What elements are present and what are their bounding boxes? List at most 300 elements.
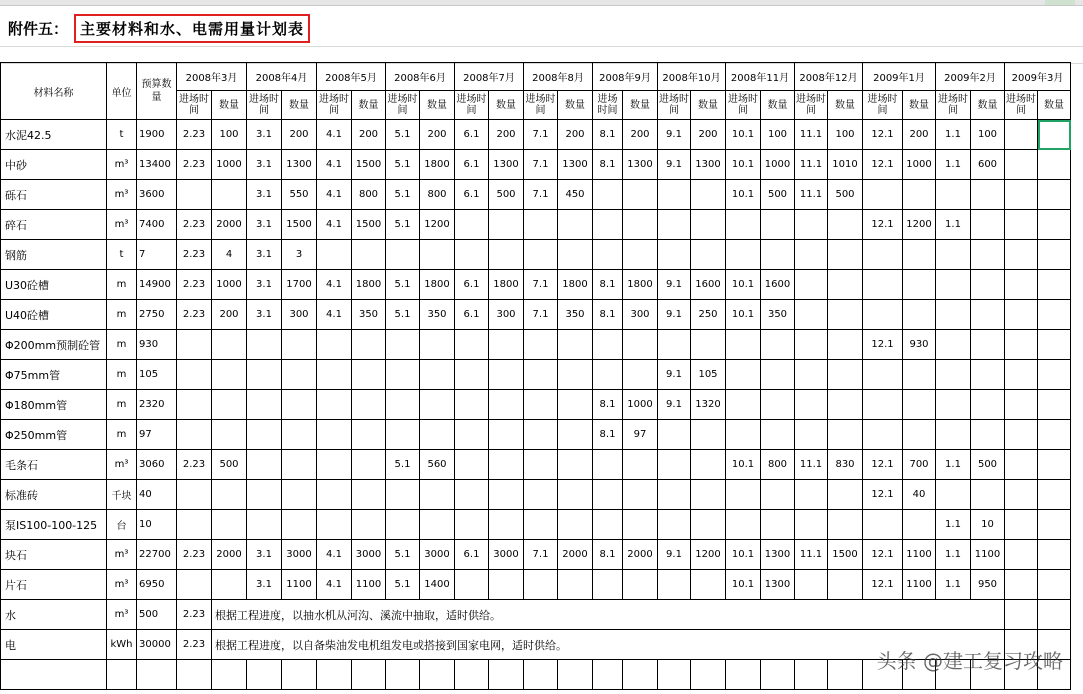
entry-time-cell[interactable] (177, 180, 212, 210)
entry-time-cell[interactable] (726, 360, 761, 390)
quantity-cell[interactable]: 1300 (691, 150, 726, 180)
entry-time-cell[interactable] (1005, 510, 1038, 540)
entry-time-cell[interactable]: 8.1 (593, 120, 623, 150)
quantity-cell[interactable]: 200 (420, 120, 455, 150)
entry-time-cell[interactable] (317, 420, 352, 450)
entry-time-cell[interactable] (247, 390, 282, 420)
quantity-cell[interactable] (761, 360, 795, 390)
entry-time-cell[interactable] (593, 480, 623, 510)
entry-time-cell[interactable]: 5.1 (386, 540, 420, 570)
entry-time-cell[interactable]: 10.1 (726, 150, 761, 180)
entry-time-cell[interactable] (524, 510, 558, 540)
quantity-cell[interactable] (761, 240, 795, 270)
entry-time-cell[interactable]: 10.1 (726, 450, 761, 480)
quantity-cell[interactable] (828, 330, 863, 360)
entry-time-cell[interactable]: 6.1 (455, 270, 489, 300)
entry-time-cell[interactable]: 12.1 (863, 480, 903, 510)
quantity-cell[interactable] (828, 570, 863, 600)
budget-cell[interactable]: 14900 (137, 270, 177, 300)
quantity-cell[interactable] (971, 330, 1005, 360)
entry-time-cell[interactable] (386, 240, 420, 270)
quantity-cell[interactable]: 560 (420, 450, 455, 480)
quantity-cell[interactable] (1038, 210, 1071, 240)
quantity-cell[interactable] (828, 390, 863, 420)
entry-time-cell[interactable] (593, 570, 623, 600)
quantity-cell[interactable] (828, 270, 863, 300)
quantity-cell[interactable]: 3 (282, 240, 317, 270)
quantity-cell[interactable]: 1200 (420, 210, 455, 240)
quantity-cell[interactable] (558, 480, 593, 510)
entry-time-cell[interactable] (455, 390, 489, 420)
header-month[interactable]: 2008年12月 (795, 63, 863, 91)
quantity-cell[interactable] (1038, 420, 1071, 450)
quantity-cell[interactable] (971, 180, 1005, 210)
entry-time-cell[interactable] (1005, 240, 1038, 270)
quantity-cell[interactable]: 3000 (489, 540, 524, 570)
quantity-cell[interactable] (691, 420, 726, 450)
entry-time-cell[interactable] (1005, 120, 1038, 150)
entry-time-cell[interactable] (1005, 360, 1038, 390)
quantity-cell[interactable] (489, 240, 524, 270)
quantity-cell[interactable] (558, 330, 593, 360)
quantity-cell[interactable] (828, 360, 863, 390)
quantity-cell[interactable]: 10 (971, 510, 1005, 540)
quantity-cell[interactable]: 1200 (903, 210, 936, 240)
entry-time-cell[interactable] (863, 510, 903, 540)
quantity-cell[interactable] (420, 240, 455, 270)
entry-time-cell[interactable] (593, 180, 623, 210)
entry-time-cell[interactable]: 8.1 (593, 540, 623, 570)
unit-cell[interactable]: m (107, 300, 137, 330)
quantity-cell[interactable]: 500 (971, 450, 1005, 480)
entry-time-cell[interactable]: 4.1 (317, 540, 352, 570)
empty-cell[interactable] (593, 660, 623, 690)
entry-time-cell[interactable] (863, 360, 903, 390)
material-name[interactable]: 块石 (1, 540, 107, 570)
quantity-cell[interactable]: 200 (623, 120, 658, 150)
quantity-cell[interactable]: 200 (282, 120, 317, 150)
entry-time-cell[interactable]: 5.1 (386, 570, 420, 600)
quantity-cell[interactable] (420, 510, 455, 540)
quantity-cell[interactable] (1038, 300, 1071, 330)
quantity-cell[interactable] (352, 360, 386, 390)
header-quantity[interactable]: 数量 (691, 91, 726, 120)
quantity-cell[interactable] (971, 420, 1005, 450)
quantity-cell[interactable] (558, 570, 593, 600)
entry-time-cell[interactable] (455, 450, 489, 480)
quantity-cell[interactable]: 1500 (828, 540, 863, 570)
entry-time-cell[interactable] (658, 480, 691, 510)
quantity-cell[interactable] (282, 420, 317, 450)
budget-cell[interactable]: 6950 (137, 570, 177, 600)
empty-cell[interactable] (420, 660, 455, 690)
entry-time-cell[interactable]: 9.1 (658, 360, 691, 390)
entry-time-cell[interactable] (936, 420, 971, 450)
empty-cell[interactable] (177, 660, 212, 690)
quantity-cell[interactable]: 200 (903, 120, 936, 150)
quantity-cell[interactable] (903, 390, 936, 420)
header-entry-time[interactable]: 进场时间 (524, 91, 558, 120)
entry-time-cell[interactable] (936, 390, 971, 420)
budget-cell[interactable]: 105 (137, 360, 177, 390)
quantity-cell[interactable] (691, 180, 726, 210)
entry-time-cell[interactable] (455, 210, 489, 240)
quantity-cell[interactable]: 2000 (623, 540, 658, 570)
header-month[interactable]: 2009年1月 (863, 63, 936, 91)
quantity-cell[interactable]: 1600 (761, 270, 795, 300)
empty-cell[interactable] (623, 660, 658, 690)
entry-time-cell[interactable] (317, 510, 352, 540)
quantity-cell[interactable] (420, 390, 455, 420)
quantity-cell[interactable] (212, 360, 247, 390)
quantity-cell[interactable] (1038, 360, 1071, 390)
page-title[interactable]: 主要材料和水、电需用量计划表 (74, 14, 310, 43)
empty-cell[interactable] (212, 660, 247, 690)
entry-time-cell[interactable]: 11.1 (795, 120, 828, 150)
entry-time-cell[interactable] (1005, 150, 1038, 180)
entry-time-cell[interactable] (247, 510, 282, 540)
entry-time-cell[interactable] (1005, 180, 1038, 210)
budget-cell[interactable]: 3060 (137, 450, 177, 480)
entry-time-cell[interactable]: 2.23 (177, 540, 212, 570)
entry-time-cell[interactable] (795, 420, 828, 450)
quantity-cell[interactable] (489, 420, 524, 450)
quantity-cell[interactable]: 1500 (352, 210, 386, 240)
quantity-cell[interactable] (1038, 480, 1071, 510)
quantity-cell[interactable] (1038, 510, 1071, 540)
entry-time-cell[interactable]: 2.23 (177, 240, 212, 270)
quantity-cell[interactable]: 930 (903, 330, 936, 360)
empty-cell[interactable] (386, 660, 420, 690)
empty-cell[interactable] (282, 660, 317, 690)
material-name[interactable]: 标准砖 (1, 480, 107, 510)
quantity-cell[interactable]: 1300 (623, 150, 658, 180)
entry-time-cell[interactable]: 2.23 (177, 120, 212, 150)
quantity-cell[interactable] (212, 420, 247, 450)
quantity-cell[interactable] (489, 480, 524, 510)
quantity-cell[interactable]: 1300 (761, 570, 795, 600)
header-quantity[interactable]: 数量 (489, 91, 524, 120)
entry-time-cell[interactable] (593, 330, 623, 360)
material-name[interactable]: 砾石 (1, 180, 107, 210)
entry-time-cell[interactable] (658, 510, 691, 540)
header-entry-time[interactable]: 进场时间 (795, 91, 828, 120)
entry-time-cell[interactable]: 3.1 (247, 270, 282, 300)
entry-time-cell[interactable] (177, 420, 212, 450)
quantity-cell[interactable] (352, 390, 386, 420)
budget-cell[interactable]: 2750 (137, 300, 177, 330)
entry-time-cell[interactable] (1005, 270, 1038, 300)
entry-time-cell[interactable] (524, 240, 558, 270)
quantity-cell[interactable] (828, 510, 863, 540)
header-quantity[interactable]: 数量 (1038, 91, 1071, 120)
budget-cell[interactable]: 7400 (137, 210, 177, 240)
quantity-cell[interactable]: 97 (623, 420, 658, 450)
entry-time-cell[interactable] (455, 510, 489, 540)
quantity-cell[interactable] (1038, 150, 1071, 180)
budget-cell[interactable]: 97 (137, 420, 177, 450)
entry-time-cell[interactable]: 3.1 (247, 540, 282, 570)
entry-time-cell[interactable]: 10.1 (726, 180, 761, 210)
entry-time-cell[interactable]: 10.1 (726, 120, 761, 150)
quantity-cell[interactable] (623, 330, 658, 360)
empty-cell[interactable] (317, 660, 352, 690)
quantity-cell[interactable] (623, 510, 658, 540)
quantity-cell[interactable]: 2000 (558, 540, 593, 570)
header-entry-time[interactable]: 进场时间 (726, 91, 761, 120)
header-entry-time[interactable]: 进场时间 (317, 91, 352, 120)
entry-time-cell[interactable] (936, 360, 971, 390)
material-name[interactable]: U40砼槽 (1, 300, 107, 330)
header-quantity[interactable]: 数量 (971, 91, 1005, 120)
material-name[interactable]: 泵IS100-100-125 (1, 510, 107, 540)
quantity-cell[interactable]: 1100 (971, 540, 1005, 570)
header-entry-time[interactable]: 进场时间 (863, 91, 903, 120)
entry-time-cell[interactable] (1005, 420, 1038, 450)
entry-time-cell[interactable]: 12.1 (863, 210, 903, 240)
quantity-cell[interactable] (971, 240, 1005, 270)
quantity-cell[interactable]: 800 (352, 180, 386, 210)
supply-note[interactable]: 根据工程进度，以抽水机从河沟、溪流中抽取，适时供给。 (212, 600, 1005, 630)
unit-cell[interactable]: m³ (107, 150, 137, 180)
quantity-cell[interactable] (971, 390, 1005, 420)
entry-time-cell[interactable] (1005, 300, 1038, 330)
header-budget[interactable]: 预算数量 (137, 63, 177, 120)
quantity-cell[interactable] (212, 180, 247, 210)
entry-time-cell[interactable] (317, 240, 352, 270)
entry-time-cell[interactable] (658, 420, 691, 450)
unit-cell[interactable]: m³ (107, 570, 137, 600)
quantity-cell[interactable]: 1000 (903, 150, 936, 180)
quantity-cell[interactable]: 4 (212, 240, 247, 270)
entry-time-cell[interactable]: 11.1 (795, 540, 828, 570)
entry-time-cell[interactable]: 6.1 (455, 300, 489, 330)
entry-time-cell[interactable]: 2.23 (177, 300, 212, 330)
entry-time-cell[interactable] (247, 450, 282, 480)
quantity-cell[interactable]: 1000 (761, 150, 795, 180)
entry-time-cell[interactable] (317, 450, 352, 480)
empty-cell[interactable] (658, 660, 691, 690)
quantity-cell[interactable] (558, 210, 593, 240)
entry-time-cell[interactable] (658, 210, 691, 240)
quantity-cell[interactable] (1038, 330, 1071, 360)
quantity-cell[interactable]: 450 (558, 180, 593, 210)
entry-time-cell[interactable]: 4.1 (317, 180, 352, 210)
quantity-cell[interactable] (1038, 120, 1071, 150)
entry-time-cell[interactable]: 12.1 (863, 150, 903, 180)
quantity-cell[interactable]: 1200 (691, 540, 726, 570)
entry-time-cell[interactable] (455, 330, 489, 360)
entry-time-cell[interactable]: 4.1 (317, 570, 352, 600)
entry-time-cell[interactable]: 1.1 (936, 450, 971, 480)
unit-cell[interactable]: m³ (107, 210, 137, 240)
empty-cell[interactable] (489, 660, 524, 690)
entry-time-cell[interactable] (386, 420, 420, 450)
unit-cell[interactable]: m (107, 420, 137, 450)
entry-time-cell[interactable] (386, 510, 420, 540)
quantity-cell[interactable] (352, 480, 386, 510)
entry-time-cell[interactable]: 1.1 (936, 510, 971, 540)
quantity-cell[interactable]: 3000 (420, 540, 455, 570)
budget-cell[interactable]: 1900 (137, 120, 177, 150)
quantity-cell[interactable] (691, 570, 726, 600)
header-material[interactable]: 材料名称 (1, 63, 107, 120)
entry-time-cell[interactable] (177, 330, 212, 360)
entry-time-cell[interactable] (593, 450, 623, 480)
entry-time-cell[interactable] (795, 510, 828, 540)
unit-cell[interactable]: m (107, 330, 137, 360)
empty-cell[interactable] (726, 660, 761, 690)
quantity-cell[interactable] (623, 180, 658, 210)
entry-time-cell[interactable]: 1.1 (936, 150, 971, 180)
quantity-cell[interactable]: 1300 (761, 540, 795, 570)
empty-cell[interactable] (691, 660, 726, 690)
quantity-cell[interactable]: 100 (212, 120, 247, 150)
entry-time-cell[interactable]: 6.1 (455, 120, 489, 150)
quantity-cell[interactable] (623, 450, 658, 480)
entry-time-cell[interactable] (247, 330, 282, 360)
quantity-cell[interactable] (903, 240, 936, 270)
empty-cell[interactable] (107, 660, 137, 690)
entry-time-cell[interactable] (795, 390, 828, 420)
quantity-cell[interactable] (489, 510, 524, 540)
quantity-cell[interactable] (558, 390, 593, 420)
quantity-cell[interactable] (212, 330, 247, 360)
supply-note[interactable]: 根据工程进度，以自备柴油发电机组发电或搭接到国家电网，适时供给。 (212, 630, 1005, 660)
quantity-cell[interactable] (691, 330, 726, 360)
quantity-cell[interactable] (420, 480, 455, 510)
quantity-cell[interactable]: 1600 (691, 270, 726, 300)
quantity-cell[interactable] (903, 510, 936, 540)
entry-time-cell[interactable] (936, 240, 971, 270)
empty-cell[interactable] (761, 660, 795, 690)
entry-time-cell[interactable]: 9.1 (658, 270, 691, 300)
entry-time-cell[interactable] (455, 420, 489, 450)
header-quantity[interactable]: 数量 (761, 91, 795, 120)
entry-time-cell[interactable]: 8.1 (593, 300, 623, 330)
entry-time-cell[interactable] (593, 240, 623, 270)
entry-time-cell[interactable]: 4.1 (317, 270, 352, 300)
quantity-cell[interactable]: 1800 (420, 150, 455, 180)
entry-time-cell[interactable] (863, 420, 903, 450)
entry-time-cell[interactable] (726, 480, 761, 510)
quantity-cell[interactable] (691, 240, 726, 270)
quantity-cell[interactable]: 3000 (282, 540, 317, 570)
quantity-cell[interactable]: 1800 (420, 270, 455, 300)
quantity-cell[interactable] (971, 270, 1005, 300)
header-quantity[interactable]: 数量 (828, 91, 863, 120)
quantity-cell[interactable]: 1800 (352, 270, 386, 300)
quantity-cell[interactable]: 1800 (558, 270, 593, 300)
budget-cell[interactable]: 30000 (137, 630, 177, 660)
entry-time-cell[interactable] (795, 330, 828, 360)
entry-time-cell[interactable] (247, 420, 282, 450)
header-month[interactable]: 2008年9月 (593, 63, 658, 91)
unit-cell[interactable]: kWh (107, 630, 137, 660)
entry-time-cell[interactable]: 10.1 (726, 570, 761, 600)
entry-time-cell[interactable] (863, 390, 903, 420)
entry-time-cell[interactable]: 8.1 (593, 390, 623, 420)
quantity-cell[interactable] (828, 480, 863, 510)
entry-time-cell[interactable] (593, 510, 623, 540)
quantity-cell[interactable] (352, 420, 386, 450)
quantity-cell[interactable] (1038, 180, 1071, 210)
entry-time-cell[interactable] (795, 360, 828, 390)
entry-time-cell[interactable]: 8.1 (593, 270, 623, 300)
quantity-cell[interactable]: 100 (971, 120, 1005, 150)
quantity-cell[interactable] (489, 450, 524, 480)
entry-time-cell[interactable] (524, 390, 558, 420)
entry-time-cell[interactable]: 5.1 (386, 300, 420, 330)
quantity-cell[interactable] (971, 210, 1005, 240)
entry-time-cell[interactable]: 9.1 (658, 150, 691, 180)
header-quantity[interactable]: 数量 (623, 91, 658, 120)
entry-time-cell[interactable] (1005, 330, 1038, 360)
quantity-cell[interactable]: 350 (558, 300, 593, 330)
quantity-cell[interactable]: 1300 (558, 150, 593, 180)
entry-time-cell[interactable] (317, 330, 352, 360)
unit-cell[interactable]: m (107, 360, 137, 390)
entry-time-cell[interactable]: 6.1 (455, 150, 489, 180)
budget-cell[interactable]: 13400 (137, 150, 177, 180)
entry-time-cell[interactable] (524, 360, 558, 390)
header-unit[interactable]: 单位 (107, 63, 137, 120)
entry-time-cell[interactable]: 5.1 (386, 210, 420, 240)
quantity-cell[interactable] (691, 510, 726, 540)
quantity-cell[interactable] (282, 390, 317, 420)
budget-cell[interactable]: 7 (137, 240, 177, 270)
quantity-cell[interactable]: 350 (420, 300, 455, 330)
material-name[interactable]: Φ180mm管 (1, 390, 107, 420)
budget-cell[interactable]: 2320 (137, 390, 177, 420)
header-month[interactable]: 2008年7月 (455, 63, 524, 91)
header-quantity[interactable]: 数量 (420, 91, 455, 120)
material-name[interactable]: 钢筋 (1, 240, 107, 270)
quantity-cell[interactable] (558, 240, 593, 270)
entry-time-cell[interactable]: 9.1 (658, 540, 691, 570)
quantity-cell[interactable] (623, 570, 658, 600)
material-name[interactable]: 碎石 (1, 210, 107, 240)
quantity-cell[interactable]: 200 (558, 120, 593, 150)
entry-time-cell[interactable] (936, 300, 971, 330)
entry-time-cell[interactable]: 5.1 (386, 270, 420, 300)
header-month[interactable]: 2009年3月 (1005, 63, 1071, 91)
quantity-cell[interactable] (828, 210, 863, 240)
header-quantity[interactable]: 数量 (352, 91, 386, 120)
quantity-cell[interactable] (903, 420, 936, 450)
quantity-cell[interactable]: 950 (971, 570, 1005, 600)
header-entry-time[interactable]: 进场时间 (177, 91, 212, 120)
quantity-cell[interactable]: 100 (761, 120, 795, 150)
quantity-cell[interactable]: 1500 (282, 210, 317, 240)
header-month[interactable]: 2008年4月 (247, 63, 317, 91)
entry-time-cell[interactable]: 12.1 (863, 570, 903, 600)
entry-time-cell[interactable] (593, 360, 623, 390)
quantity-cell[interactable]: 200 (352, 120, 386, 150)
entry-time-cell[interactable] (726, 240, 761, 270)
unit-cell[interactable]: 千块 (107, 480, 137, 510)
quantity-cell[interactable] (903, 360, 936, 390)
entry-time-cell[interactable]: 8.1 (593, 420, 623, 450)
entry-time-cell[interactable] (658, 570, 691, 600)
entry-time-cell[interactable] (658, 450, 691, 480)
entry-time-cell[interactable]: 8.1 (593, 150, 623, 180)
header-quantity[interactable]: 数量 (558, 91, 593, 120)
entry-time-cell[interactable] (795, 210, 828, 240)
quantity-cell[interactable]: 800 (420, 180, 455, 210)
entry-time-cell[interactable]: 2.23 (177, 150, 212, 180)
quantity-cell[interactable] (761, 510, 795, 540)
